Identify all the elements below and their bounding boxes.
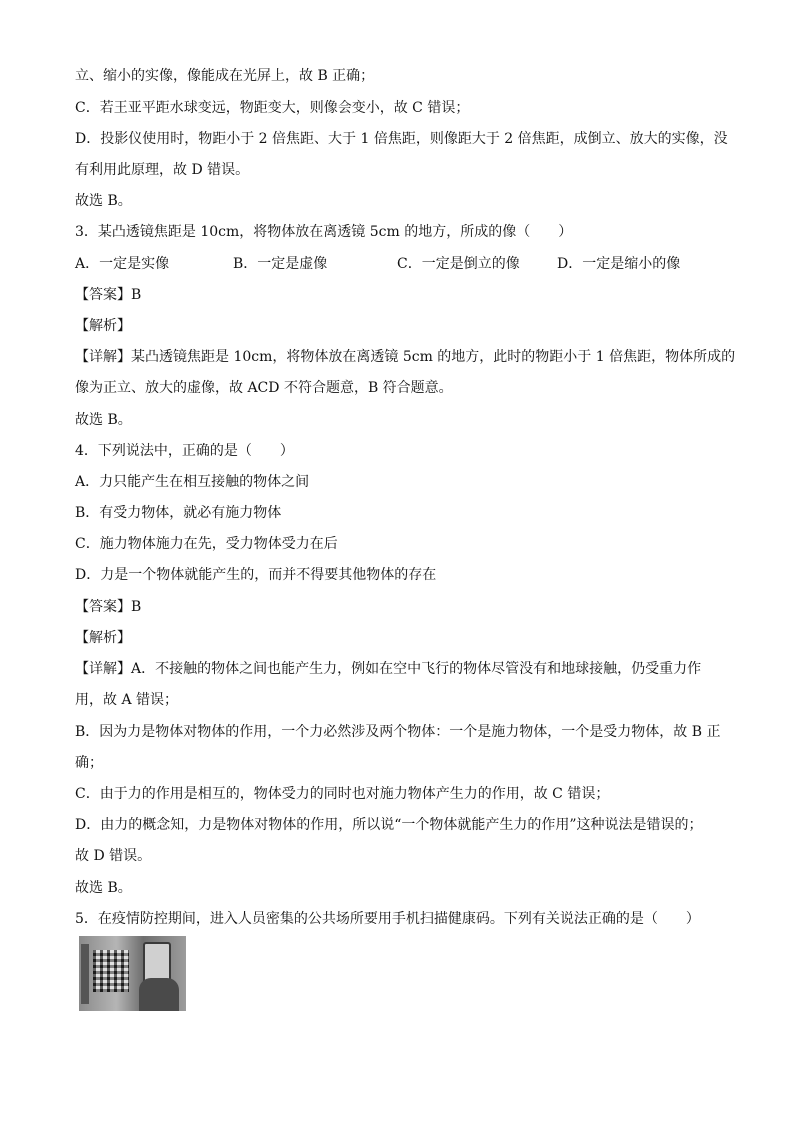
text-line: D．投影仪使用时，物距小于 2 倍焦距、大于 1 倍焦距，则像距大于 2 倍焦距，成倒立、放大的实像，没 [75, 131, 728, 147]
q3-option-c: C．一定是倒立的像 [397, 256, 520, 272]
analysis-label: 【解析】 [75, 318, 131, 334]
text-line: 故 D 错误。 [75, 848, 152, 864]
hand-image [139, 978, 179, 1011]
text-line: 故选 B。 [75, 412, 132, 428]
text-line: 【详解】某凸透镜焦距是 10cm，将物体放在离透镜 5cm 的地方，此时的物距小于 1 倍焦距，物体所成的 [75, 349, 736, 365]
q3-option-b: B．一定是虚像 [233, 256, 328, 272]
text-line: 故选 B。 [75, 880, 132, 896]
text-line: 故选 B。 [75, 193, 132, 209]
question-3: 3．某凸透镜焦距是 10cm，将物体放在离透镜 5cm 的地方，所成的像（ ） [75, 224, 573, 240]
q3-option-a: A．一定是实像 [75, 256, 170, 272]
text-line: C．由于力的作用是相互的，物体受力的同时也对施力物体产生力的作用，故 C 错误； [75, 786, 610, 802]
analysis-label: 【解析】 [75, 630, 131, 646]
q4-option-a: A．力只能产生在相互接触的物体之间 [75, 474, 310, 490]
text-line: 立、缩小的实像，像能成在光屏上，故 B 正确； [75, 68, 375, 84]
text-line: 有利用此原理，故 D 错误。 [75, 162, 250, 178]
text-line: 用，故 A 错误； [75, 692, 179, 708]
text-line: 像为正立、放大的虚像，故 ACD 不符合题意，B 符合题意。 [75, 380, 453, 396]
text-line: B．因为力是物体对物体的作用，一个力必然涉及两个物体：一个是施力物体，一个是受力物体，故 B 正 [75, 724, 721, 740]
text-line: 确； [75, 755, 103, 771]
q4-option-c: C．施力物体施力在先，受力物体受力在后 [75, 536, 338, 552]
answer-label: 【答案】B [75, 599, 142, 615]
q4-option-b: B．有受力物体，就必有施力物体 [75, 505, 282, 521]
text-line: D．由力的概念知，力是物体对物体的作用，所以说“一个物体就能产生力的作用”这种说法是错误的； [75, 817, 703, 833]
q4-option-d: D．力是一个物体就能产生的，而并不得要其他物体的存在 [75, 567, 437, 583]
q3-option-d: D．一定是缩小的像 [557, 256, 681, 272]
question-5: 5．在疫情防控期间，进入人员密集的公共场所要用手机扫描健康码。下列有关说法正确的是（ ） [75, 911, 700, 927]
text-line: C．若王亚平距水球变远，物距变大，则像会变小，故 C 错误； [75, 100, 470, 116]
text-line: 【详解】A．不接触的物体之间也能产生力，例如在空中飞行的物体尽管没有和地球接触，仍受重力作 [75, 661, 702, 677]
health-code-scan-photo [79, 936, 186, 1011]
qr-code-pattern [93, 950, 129, 992]
question-4: 4．下列说法中，正确的是（ ） [75, 443, 294, 459]
answer-label: 【答案】B [75, 287, 142, 303]
photo-sign-strip [81, 944, 89, 1004]
